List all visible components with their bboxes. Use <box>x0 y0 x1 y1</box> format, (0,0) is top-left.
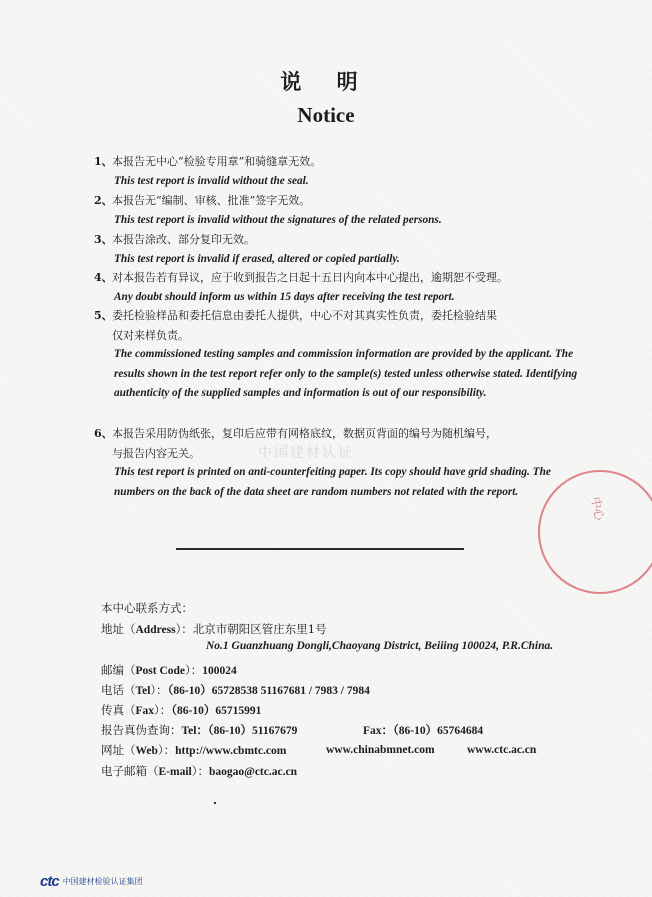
notice-item-2 <box>94 191 584 231</box>
item-cn-text: 本报告涂改、部分复印无效。 <box>112 233 255 246</box>
notice-item-5 <box>94 306 584 404</box>
item-en-text: This test report is printed on anti-counterfeiting paper. Its copy should have grid shading. The numbers on the back of the data sheet are random numbers not related with the report. <box>114 466 551 498</box>
tel-value: （86-10）65728538 51167681 / 7983 / 7984 <box>167 685 370 697</box>
item-number: 5、 <box>94 309 113 322</box>
item-number: 4、 <box>94 271 113 284</box>
notice-item-3 <box>94 230 584 270</box>
contact-verify: 报告真伪查询：Tel：（86-10）51167679 <box>101 723 298 737</box>
contact-email: 电子邮箱（E-mail）：baogao@ctc.ac.cn <box>101 764 297 778</box>
logo-text: 中国建材检验认证集团 <box>62 877 143 886</box>
item-en-text: This test report is invalid without the seal. <box>114 175 309 187</box>
item-cn-text: 委托检验样品和委托信息由委托人提供，中心不对其真实性负责，委托检验结果 <box>112 309 497 322</box>
notice-item-4 <box>94 268 584 308</box>
footer-logo <box>40 873 143 890</box>
web-link-1[interactable]: http://www.cbmtc.com <box>175 745 287 757</box>
watermark: 中国建材认证 <box>258 445 354 461</box>
item-number: 2、 <box>94 194 113 207</box>
title-chinese: 说 明 <box>280 69 372 94</box>
speck <box>214 802 216 804</box>
fax-value: （86-10）65715991 <box>171 705 262 717</box>
divider-line <box>176 548 464 550</box>
web-link-2[interactable]: www.chinabmnet.com <box>326 744 435 756</box>
ctc-logo-mark: ctc <box>40 873 59 890</box>
verify-fax: Fax：（86-10）65764684 <box>363 725 484 737</box>
item-en-text: Any doubt should inform us within 15 days after receiving the test report. <box>114 291 455 303</box>
address-cn: 北京市朝阳区管庄东里1号 <box>192 622 327 636</box>
contact-fax: 传真（Fax）：（86-10）65715991 <box>101 703 262 717</box>
item-en-text: The commissioned testing samples and commission information are provided by the applicant. The results shown in the test report refer only to the sample(s) tested unless otherwise stated. Identifying authenticity of the supplied samples and information is out of our responsibility. <box>114 348 578 399</box>
web-link-3[interactable]: www.ctc.ac.cn <box>467 744 537 756</box>
contact-web: 网址（Web）：http://www.cbmtc.com <box>101 743 287 757</box>
item-number: 6、 <box>94 427 113 440</box>
item-number: 1、 <box>94 155 113 168</box>
address-en: No.1 Guanzhuang Dongli,Chaoyang District, Beiiing 100024, P.R.China. <box>206 640 554 652</box>
item-cn-text: 本报告无中心“检验专用章”和骑缝章无效。 <box>112 155 322 168</box>
seal-stamp-text: 中心 <box>588 495 607 522</box>
contact-tel: 电话（Tel）：（86-10）65728538 51167681 / 7983 / 7984 <box>101 683 370 697</box>
item-en-text: This test report is invalid if erased, altered or copied partially. <box>114 253 400 265</box>
item-cn-text-cont: 与报告内容无关。 <box>112 447 200 460</box>
notice-item-6 <box>94 424 584 502</box>
notice-item-1 <box>94 152 584 192</box>
seal-stamp <box>538 470 652 594</box>
postcode-value: 100024 <box>202 665 237 677</box>
item-number: 3、 <box>94 233 113 246</box>
item-cn-text: 对本报告若有异议，应于收到报告之日起十五日内向本中心提出，逾期恕不受理。 <box>112 271 508 284</box>
contact-address: 地址（Address）：北京市朝阳区管庄东里1号 <box>101 622 327 636</box>
item-cn-text-cont: 仅对来样负责。 <box>112 329 189 342</box>
item-en-text: This test report is invalid without the signatures of the related persons. <box>114 214 442 226</box>
contact-heading: 本中心联系方式： <box>101 601 193 615</box>
item-cn-text: 本报告无“编制、审核、批准”签字无效。 <box>112 194 311 207</box>
email-link[interactable]: baogao@ctc.ac.cn <box>208 766 297 778</box>
item-cn-text: 本报告采用防伪纸张，复印后应带有网格底纹，数据页背面的编号为随机编号， <box>112 427 497 440</box>
verify-tel: Tel：（86-10）51167679 <box>181 725 298 737</box>
title-english: Notice <box>297 103 355 127</box>
contact-postcode: 邮编（Post Code）：100024 <box>101 663 237 677</box>
